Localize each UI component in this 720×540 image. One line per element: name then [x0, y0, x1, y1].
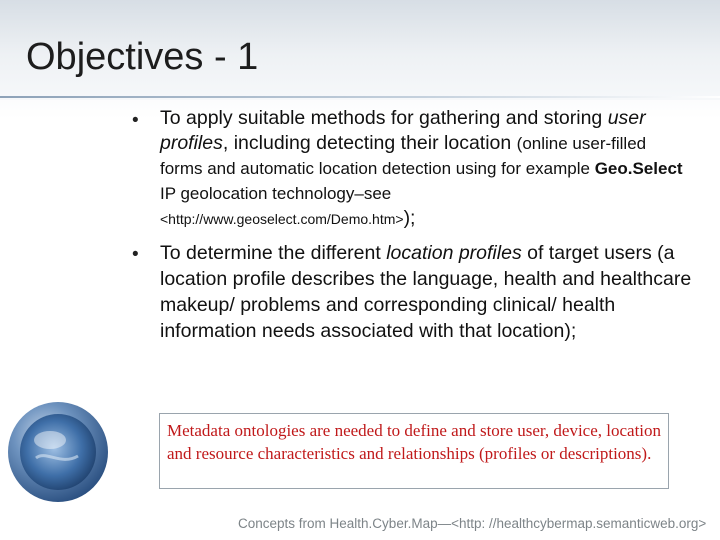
bullet-text-small: (online user-filled forms and automatic location detection using for example	[160, 134, 647, 178]
bullet-marker: •	[132, 244, 139, 265]
bullet-text-italic: location profiles	[386, 242, 522, 264]
bullet-text-bold: Geo.Select	[594, 159, 683, 178]
footer-credit: Concepts from Health.Cyber.Map—<http: //healthcybermap.semanticweb.org>	[238, 516, 707, 531]
bullet-text-small: IP geolocation technology–see	[160, 184, 392, 203]
title-divider	[0, 96, 720, 98]
metadata-note-box	[159, 413, 669, 489]
bullet-text: To determine the different	[160, 242, 387, 264]
bullet-text-italic: user profiles	[160, 107, 646, 154]
geoselect-link[interactable]: <http://www.geoselect.com/Demo.htm>	[160, 211, 404, 227]
bullet-text: of target users (a location profile describes the language, health and healthcare makeup/ problems and corresponding clinical/ health information needs associated with that location);	[160, 242, 692, 342]
bullet-list	[132, 106, 692, 344]
bullet-text: );	[403, 207, 416, 229]
globe-icon	[6, 400, 110, 504]
metadata-note-text: Metadata ontologies are needed to define and store user, device, location and resource characteristics and relationships (profiles or descriptions).	[167, 421, 662, 463]
bullet-text: To apply suitable methods for gathering and storing	[160, 107, 608, 129]
bullet-item	[132, 240, 692, 344]
bullet-text: , including detecting their location	[222, 132, 517, 154]
slide-title: Objectives - 1	[26, 36, 259, 78]
bullet-marker: •	[132, 110, 139, 131]
bullet-item	[132, 106, 692, 232]
